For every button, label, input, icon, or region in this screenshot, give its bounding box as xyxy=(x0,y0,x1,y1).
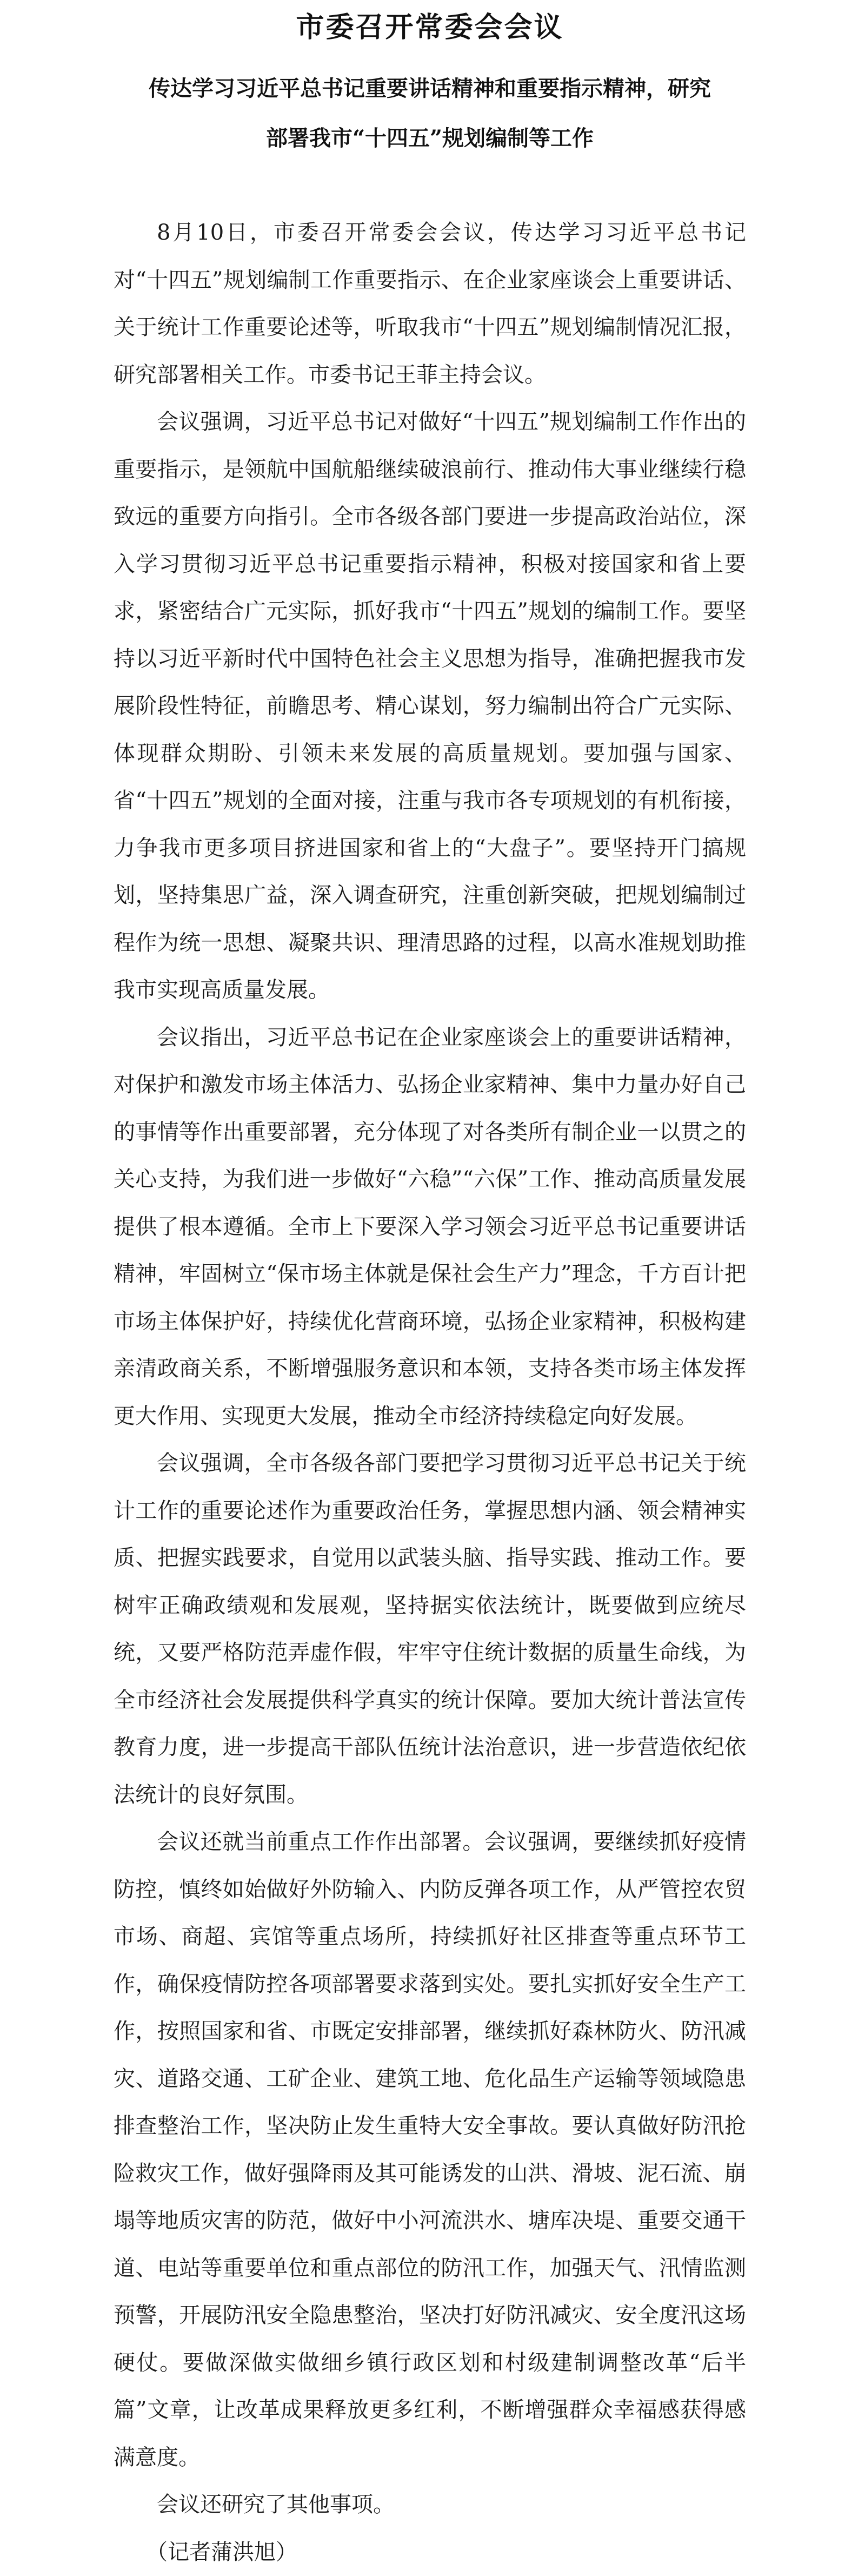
paragraph-intro: 8月10日，市委召开常委会会议，传达学习习近平总书记对“十四五”规划编制工作重要指示、在企业家座谈会上重要讲话、关于统计工作重要论述等，听取我市“十四五”规划编制情况汇报，研究部署相关工作。市委书记王菲主持会议。 xyxy=(114,209,746,399)
paragraph-key-work: 会议还就当前重点工作作出部署。会议强调，要继续抓好疫情防控，慎终如始做好外防输入、内防反弹各项工作，从严管控农贸市场、商超、宾馆等重点场所，持续抓好社区排查等重点环节工作，确保疫情防控各项部署要求落到实处。要扎实抓好安全生产工作，按照国家和省、市既定安排部署，继续抓好森林防火、防汛减灾、道路交通、工矿企业、建筑工地、危化品生产运输等领域隐患排查整治工作，坚决防止发生重特大安全事故。要认真做好防汛抢险救灾工作，做好强降雨及其可能诱发的山洪、滑坡、泥石流、崩塌等地质灾害的防范，做好中小河流洪水、塘库决堤、重要交通干道、电站等重要单位和重点部位的防汛工作，加强天气、汛情监测预警，开展防汛安全隐患整治，坚决打好防汛减灾、安全度汛这场硬仗。要做深做实做细乡镇行政区划和村级建制调整改革“后半篇”文章，让改革成果释放更多红利，不断增强群众幸福感获得感满意度。 xyxy=(114,1819,746,2481)
paragraph-planning: 会议强调，习近平总书记对做好“十四五”规划编制工作作出的重要指示，是领航中国航船继续破浪前行、推动伟大事业继续行稳致远的重要方向指引。全市各级各部门要进一步提高政治站位，深入学习贯彻习近平总书记重要指示精神，积极对接国家和省上要求，紧密结合广元实际，抓好我市“十四五”规划的编制工作。要坚持以习近平新时代中国特色社会主义思想为指导，准确把握我市发展阶段性特征，前瞻思考、精心谋划，努力编制出符合广元实际、体现群众期盼、引领未来发展的高质量规划。要加强与国家、省“十四五”规划的全面对接，注重与我市各专项规划的有机衔接，力争我市更多项目挤进国家和省上的“大盘子”。要坚持开门搞规划，坚持集思广益，深入调查研究，注重创新突破，把规划编制过程作为统一思想、凝聚共识、理清思路的过程，以高水准规划助推我市实现高质量发展。 xyxy=(114,399,746,1014)
article-title: 市委召开常委会会议 xyxy=(114,0,746,49)
news-article xyxy=(114,0,746,2576)
article-subtitle xyxy=(114,64,746,163)
paragraph-statistics: 会议强调，全市各级各部门要把学习贯彻习近平总书记关于统计工作的重要论述作为重要政治任务，掌握思想内涵、领会精神实质、把握实践要求，自觉用以武装头脑、指导实践、推动工作。要树牢正确政绩观和发展观，坚持据实依法统计，既要做到应统尽统，又要严格防范弄虚作假，牢牢守住统计数据的质量生命线，为全市经济社会发展提供科学真实的统计保障。要加大统计普法宣传教育力度，进一步提高干部队伍统计法治意识，进一步营造依纪依法统计的良好氛围。 xyxy=(114,1440,746,1819)
reporter-byline: （记者蒲洪旭） xyxy=(114,2529,746,2576)
subtitle-line: 部署我市“十四五”规划编制等工作 xyxy=(114,114,746,163)
paragraph-entrepreneurs: 会议指出，习近平总书记在企业家座谈会上的重要讲话精神，对保护和激发市场主体活力、弘扬企业家精神、集中力量办好自己的事情等作出重要部署，充分体现了对各类所有制企业一以贯之的关心支持，为我们进一步做好“六稳”“六保”工作、推动高质量发展提供了根本遵循。全市上下要深入学习领会习近平总书记重要讲话精神，牢固树立“保市场主体就是保社会生产力”理念，千方百计把市场主体保护好，持续优化营商环境，弘扬企业家精神，积极构建亲清政商关系，不断增强服务意识和本领，支持各类市场主体发挥更大作用、实现更大发展，推动全市经济持续稳定向好发展。 xyxy=(114,1014,746,1441)
article-body xyxy=(114,209,746,2576)
paragraph-other: 会议还研究了其他事项。 xyxy=(114,2481,746,2529)
subtitle-line: 传达学习习近平总书记重要讲话精神和重要指示精神，研究 xyxy=(114,64,746,114)
